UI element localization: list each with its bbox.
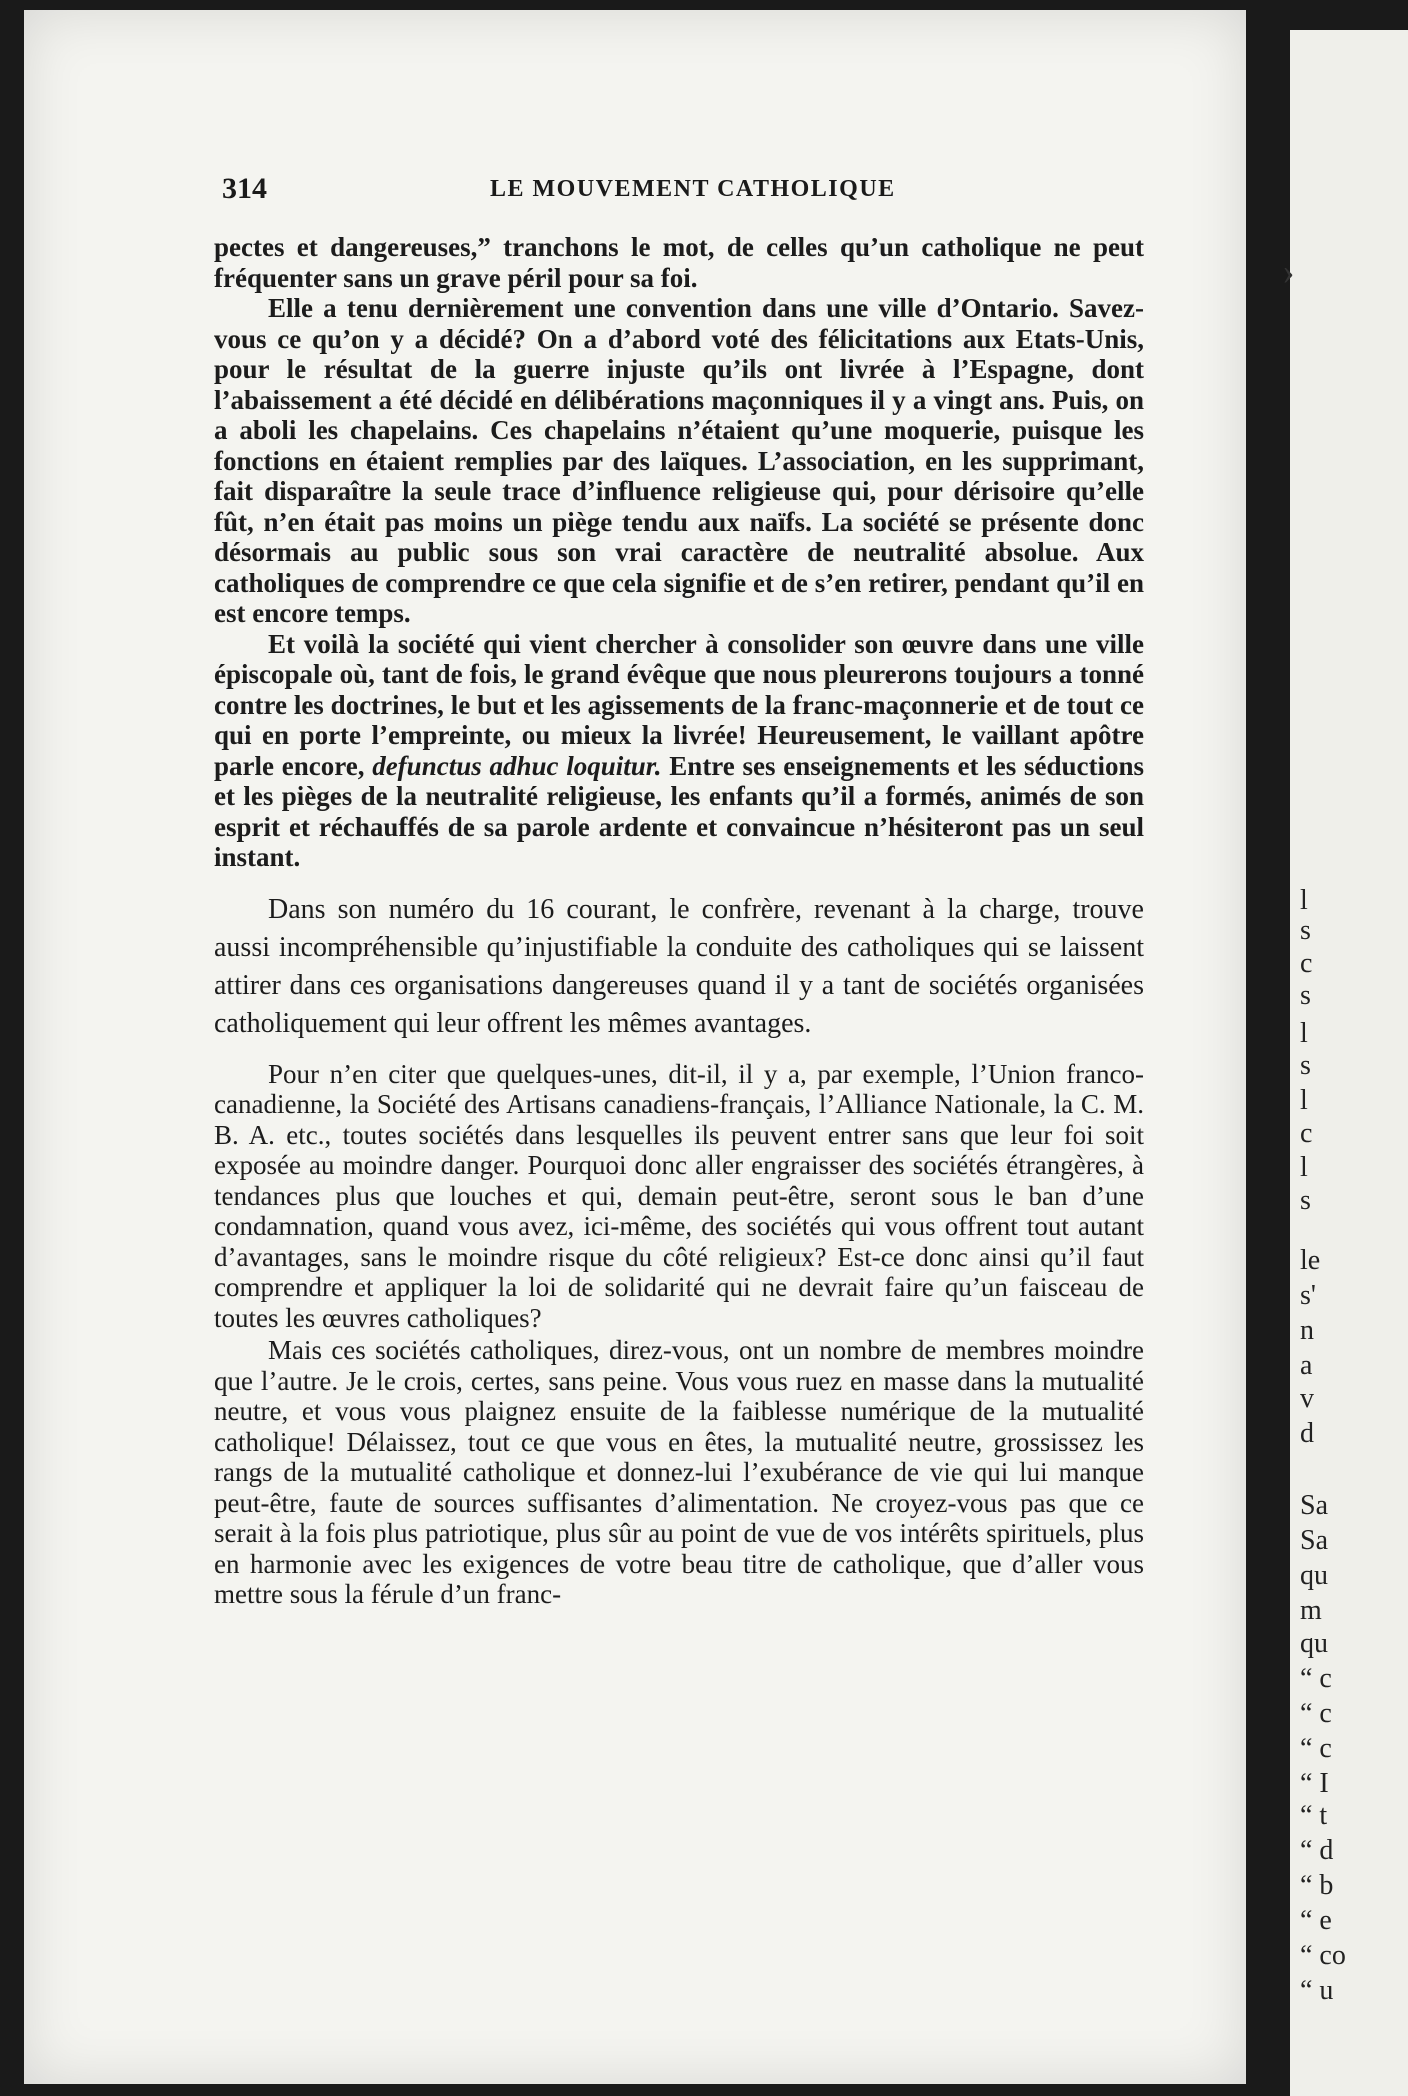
text-block-3: [214, 1059, 1144, 1610]
facing-page-fragment: l: [1300, 1018, 1308, 1049]
paragraph: Dans son numéro du 16 courant, le confrère, revenant à la charge, trouve aussi incompréhensible qu’injustifiable la conduite des catholiques qui se laissent attirer dans ces organisations dangereuses quand il y a tant de sociétés organisées catholiquement qui leur offrent les mêmes avantages.: [214, 893, 1144, 1039]
facing-page-fragment: a: [1300, 1350, 1313, 1381]
facing-page-fragment: qu: [1300, 1560, 1328, 1591]
facing-page-fragment: l: [1300, 1085, 1308, 1116]
page-number: 314: [222, 172, 267, 205]
facing-page-fragment: “ c: [1300, 1733, 1332, 1764]
facing-page-fragment: m: [1300, 1595, 1322, 1626]
paragraph: Pour n’en citer que quelques-unes, dit-il, il y a, par exemple, l’Union franco-canadienne, la Société des Artisans canadiens-français, l’Alliance Nationale, la C. M. B. A. etc., toutes sociétés dans lesquelles ils peuvent entrer sans que leur foi soit exposée au moindre danger. Pourquoi donc aller engraisser des sociétés étrangères, à tendances plus que louches et qui, demain peut-être, seront sous le ban d’une condamnation, quand vous avez, ici-même, des sociétés qui vous offrent tout autant d’avantages, sans le moindre risque du côté religieux? Est-ce donc ainsi qu’il faut comprendre et appliquer la loi de solidarité qui ne devrait faire qu’un faisceau de toutes les œuvres catholiques?: [214, 1058, 1144, 1333]
facing-page-fragment: “ u: [1300, 1975, 1334, 2006]
facing-page-fragment: “ I: [1300, 1768, 1329, 1799]
facing-page-fragment: “ e: [1300, 1905, 1332, 1936]
running-title: LE MOUVEMENT CATHOLIQUE: [490, 176, 896, 202]
paragraph: [214, 629, 1144, 873]
facing-page-fragment: d: [1300, 1418, 1314, 1449]
facing-page-fragment: Sa: [1300, 1490, 1328, 1521]
facing-page-fragment: s: [1300, 1185, 1311, 1216]
facing-page-fragment: “ b: [1300, 1870, 1334, 1901]
facing-page-fragment: v: [1300, 1383, 1314, 1414]
facing-page-fragment: l: [1300, 885, 1308, 916]
paragraph-text: Entre ses enseignements et les séductions et les pièges de la neutralité religieuse, les enfants qu’il a formés, animés de son esprit et réchauffés de sa parole ardente et convaincue n’hésiteront pas un seul instant.: [214, 750, 1145, 872]
facing-page-fragment: “ t: [1300, 1800, 1328, 1831]
facing-page-fragment: s: [1300, 980, 1311, 1011]
facing-page-fragment: s: [1300, 1050, 1311, 1081]
page-header: [222, 172, 1142, 212]
facing-page-fragment: n: [1300, 1315, 1314, 1346]
facing-page-fragment: l: [1300, 1152, 1308, 1183]
facing-page-fragment: “ c: [1300, 1663, 1332, 1694]
facing-page-fragment: s': [1300, 1280, 1316, 1311]
latin-quote: defunctus adhuc loquitur.: [372, 750, 662, 781]
facing-page-fragment: Sa: [1300, 1525, 1328, 1556]
text-block-2: [214, 891, 1144, 1043]
facing-page-edge: [1290, 30, 1408, 2096]
facing-page-fragment: qu: [1300, 1628, 1328, 1659]
facing-page-fragment: “ d: [1300, 1835, 1334, 1866]
facing-page-fragment: c: [1300, 948, 1313, 979]
paragraph-text: Et voilà la société qui vient chercher à consolider son œuvre dans une ville épiscopale où, tant de fois, le grand évêque que nous pleurerons toujours a tonné contre les doctrines, le but et les agissements de la franc-maçonnerie et de tout ce qui en porte l’empreinte, ou mieux la livrée! Heureusement, le vaillant apôtre parle encore,: [214, 628, 1144, 781]
margin-mark: ›: [1282, 251, 1295, 293]
paragraph: Mais ces sociétés catholiques, direz-vous, ont un nombre de membres moindre que l’autre. Je le crois, certes, sans peine. Vous vous ruez en masse dans la mutualité neutre, et vous vous plaignez ensuite de la faiblesse numérique de la mutualité catholique! Délaissez, tout ce que vous en êtes, la mutualité neutre, grossissez les rangs de la mutualité catholique et donnez-lui l’exubérance de vie qui lui manque peut-être, faute de sources suffisantes d’alimentation. Ne croyez-vous pas que ce serait à la fois plus patriotique, plus sûr au point de vue de vos intérêts spirituels, plus en harmonie avec les exigences de votre beau titre de catholique, que d’aller vous mettre sous la férule d’un franc-: [214, 1335, 1144, 1609]
facing-page-fragment: le: [1300, 1245, 1321, 1276]
facing-page-fragment: s: [1300, 915, 1311, 946]
facing-page-fragment: “ c: [1300, 1698, 1332, 1729]
body-text: [214, 232, 1144, 1610]
paragraph: Elle a tenu dernièrement une convention dans une ville d’Ontario. Savez-vous ce qu’on y a décidé? On a d’abord voté des félicitations aux Etats-Unis, pour le résultat de la guerre injuste qu’ils ont livrée à l’Espagne, dont l’abaissement a été décidé en délibérations maçonniques il y a vingt ans. Puis, on a aboli les chapelains. Ces chapelains n’étaient qu’une moquerie, puisque les fonctions en étaient remplies par des laïques. L’association, en les supprimant, fait disparaître la seule trace d’influence religieuse qui, pour dérisoire qu’elle fût, n’en était pas moins un piège tendu aux naïfs. La société se présente donc désormais au public sous son vrai caractère de neutralité absolue. Aux catholiques de comprendre ce que cela signifie et de s’en retirer, pendant qu’il en est encore temps.: [214, 293, 1144, 628]
facing-page-fragment: “ co: [1300, 1940, 1346, 1971]
facing-page-fragment: c: [1300, 1118, 1313, 1149]
paragraph: pectes et dangereuses,” tranchons le mot, de celles qu’un catholique ne peut fréquenter sans un grave péril pour sa foi.: [214, 232, 1144, 293]
text-block-1: [214, 232, 1144, 873]
